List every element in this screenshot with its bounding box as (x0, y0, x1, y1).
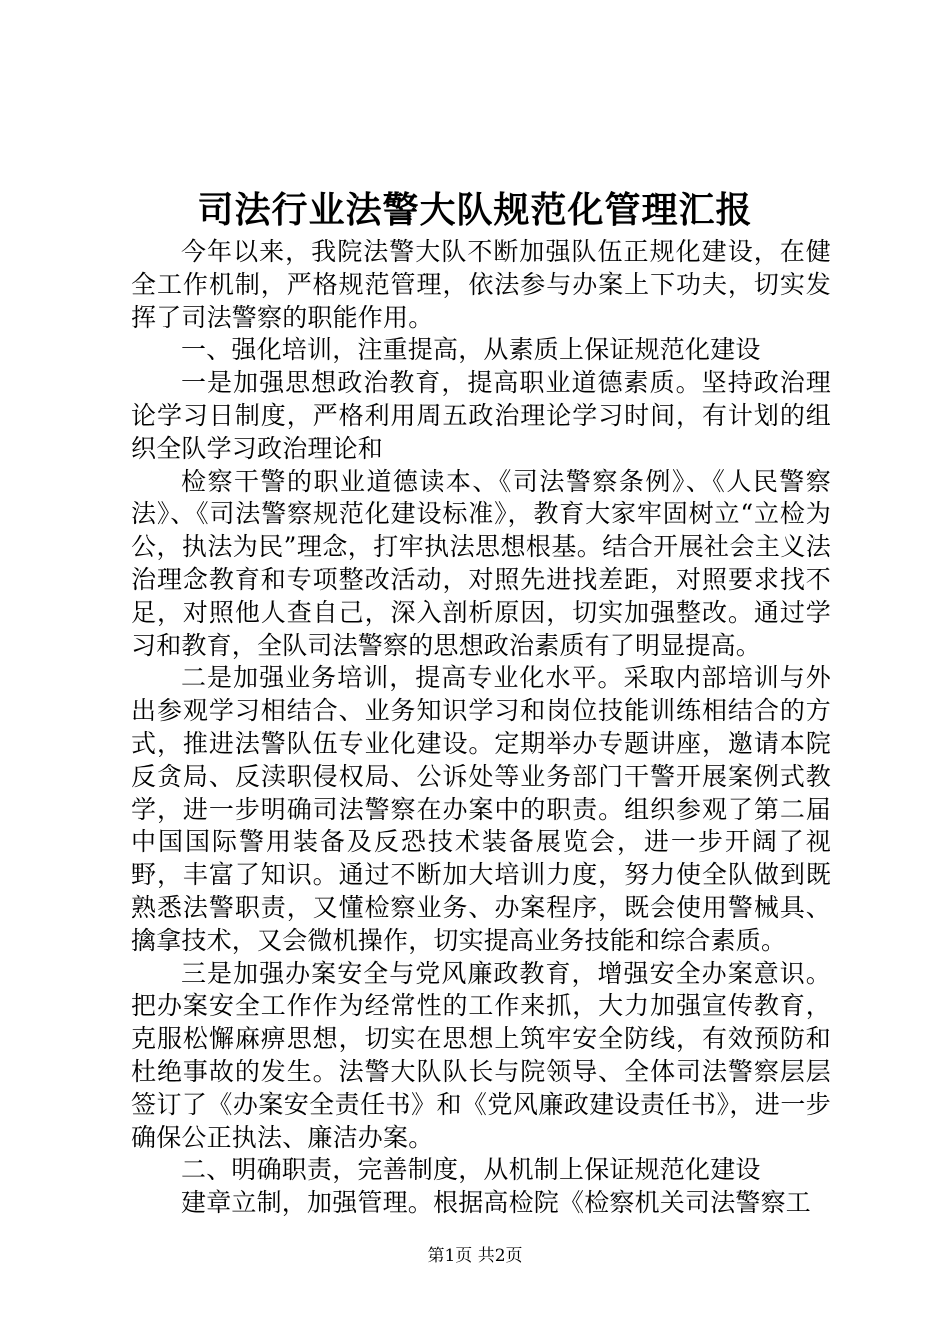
paragraph-political-education: 一是加强思想政治教育，提高职业道德素质。坚持政治理论学习日制度，严格利用周五政治理论学习时间，有计划的组织全队学习政治理论和 (131, 368, 831, 463)
section-heading-2: 二、明确职责，完善制度，从机制上保证规范化建设 (181, 1155, 761, 1185)
paragraph-business-training: 二是加强业务培训，提高专业化水平。采取内部培训与外出参观学习相结合、业务知识学习和岗位技能训练相结合的方式，推进法警队伍专业化建设。定期举办专题讲座，邀请本院反贪局、反渎职侵权局、公诉处等业务部门干警开展案例式教学，进一步明确司法警察在办案中的职责。组织参观了第二届中国国际警用装备及反恐技术装备展览会，进一步开阔了视野，丰富了知识。通过不断加大培训力度，努力使全队做到既熟悉法警职责，又懂检察业务、办案程序，既会使用警械具、擒拿技术，又会微机操作，切实提高业务技能和综合素质。 (131, 663, 831, 955)
intro-paragraph: 今年以来，我院法警大队不断加强队伍正规化建设，在健全工作机制，严格规范管理，依法参与办案上下功夫，切实发挥了司法警察的职能作用。 (131, 237, 831, 332)
page-footer: 第1页 共2页 (427, 1246, 523, 1266)
paragraph-political-education-cont: 检察干警的职业道德读本、《司法警察条例》、《人民警察法》、《司法警察规范化建设标准》，教育大家牢固树立“立检为公，执法为民”理念，打牢执法思想根基。结合开展社会主义法治理念教育和专项整改活动，对照先进找差距，对照要求找不足，对照他人查自己，深入剖析原因，切实加强整改。通过学习和教育，全队司法警察的思想政治素质有了明显提高。 (131, 466, 831, 660)
paragraph-safety-education: 三是加强办案安全与党风廉政教育，增强安全办案意识。把办案安全工作作为经常性的工作来抓，大力加强宣传教育，克服松懈麻痹思想，切实在思想上筑牢安全防线，有效预防和杜绝事故的发生。法警大队队长与院领导、全体司法警察层层签订了《办案安全责任书》和《党风廉政建设责任书》，进一步确保公正执法、廉洁办案。 (131, 958, 831, 1152)
section-heading-1: 一、强化培训，注重提高，从素质上保证规范化建设 (181, 335, 761, 365)
document-body (131, 236, 831, 1220)
document-title: 司法行业法警大队规范化管理汇报 (197, 189, 753, 231)
paragraph-regulations: 建章立制，加强管理。根据高检院《检察机关司法警察工 (181, 1188, 812, 1218)
